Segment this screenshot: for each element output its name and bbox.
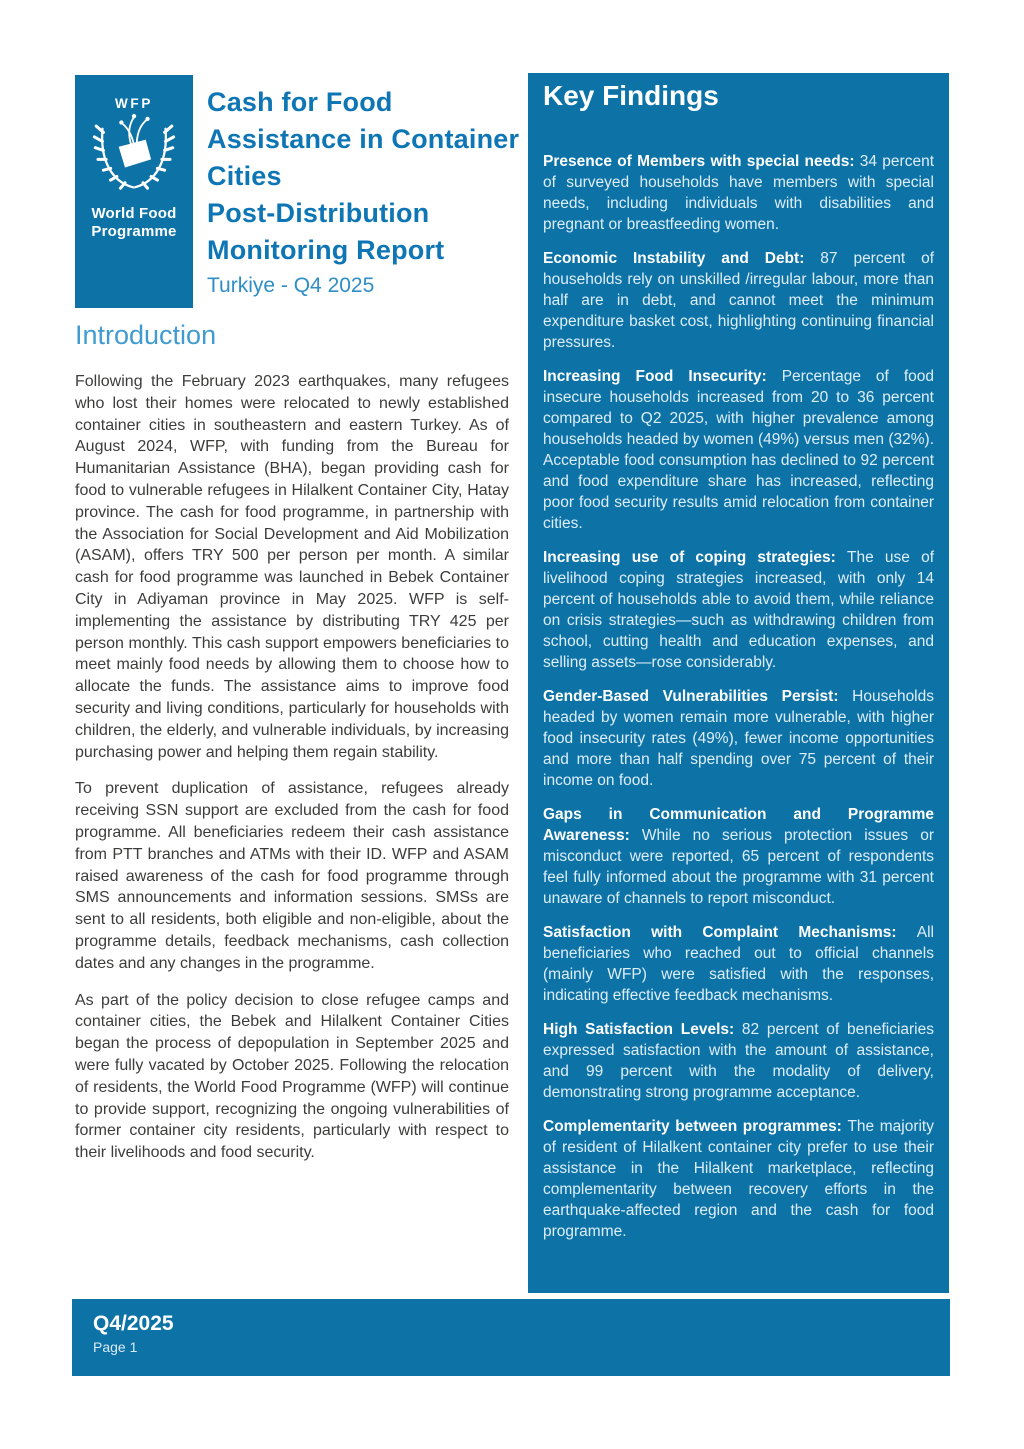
footer-bar bbox=[72, 1299, 950, 1376]
key-finding-title: Increasing use of coping strategies: bbox=[543, 549, 847, 566]
introduction-paragraphs bbox=[75, 371, 509, 1179]
key-finding-text: 87 percent of households rely on unskilled /irregular labour, more than half are in debt, and cannot meet the minimum expenditure basket cost, highlighting continuing financial pressures. bbox=[543, 250, 934, 351]
wfp-org-name-line1: World Food bbox=[91, 205, 177, 222]
footer-page-number: Page 1 bbox=[93, 1339, 138, 1355]
key-findings-panel bbox=[528, 73, 949, 1293]
report-subtitle: Turkiye - Q4 2025 bbox=[207, 274, 375, 297]
key-finding-title: Complementarity between programmes: bbox=[543, 1118, 848, 1135]
key-finding-title: Satisfaction with Complaint Mechanisms: bbox=[543, 924, 917, 941]
key-finding-item bbox=[543, 1116, 934, 1242]
introduction-heading: Introduction bbox=[75, 320, 217, 350]
key-finding-text: The use of livelihood coping strategies increased, with only 14 percent of households able to avoid them, while reliance on crisis strategies—such as withdrawing children from school, cutting health and education expenses, and selling assets—rose considerably. bbox=[543, 549, 934, 671]
report-title-block bbox=[207, 84, 542, 300]
key-finding-text: 34 percent of surveyed households have members with special needs, including individuals with disabilities and pregnant or breastfeeding women. bbox=[543, 153, 934, 233]
key-finding-text: Households headed by women remain more vulnerable, with higher food insecurity rates (49%), fewer income opportunities and more than half spending over 75 percent of their income on food. bbox=[543, 688, 934, 789]
key-finding-item bbox=[543, 1019, 934, 1103]
key-finding-text: All beneficiaries who reached out to official channels (mainly WFP) were satisfied with the responses, indicating effective feedback mechanisms. bbox=[543, 924, 934, 1004]
key-finding-title: Economic Instability and Debt: bbox=[543, 250, 821, 267]
introduction-paragraph: To prevent duplication of assistance, refugees already receiving SSN support are excluded from the cash for food programme. All beneficiaries redeem their cash assistance from PTT branches and ATMs with their ID. WFP and ASAM raised awareness of the cash for food programme through SMS announcements and information sessions. SMSs are sent to all residents, both eligible and non-eligible, about the programme details, feedback mechanisms, cash collection dates and any changes in the programme. bbox=[75, 780, 509, 972]
report-title bbox=[207, 84, 542, 269]
key-finding-text: Percentage of food insecure households increased from 20 to 36 percent compared to Q2 2025, with higher prevalence among households headed by women (49%) versus men (32%). Acceptable food consumption has declined to 92 percent and food expenditure share has increased, reflecting poor food security results amid relocation from container cities. bbox=[543, 368, 934, 532]
report-title-line: Cash for Food bbox=[207, 87, 393, 117]
footer-quarter: Q4/2025 bbox=[93, 1312, 174, 1335]
introduction-paragraph: As part of the policy decision to close refugee camps and container cities, the Bebek and Hilalkent Container Cities began the process of depopulation in September 2025 and were fully vacated by October 2025. Following the relocation of residents, the World Food Programme (WFP) will continue to provide support, recognizing the ongoing vulnerabilities of former container city residents, particularly with respect to their livelihoods and food security. bbox=[75, 991, 509, 1162]
key-finding-item bbox=[543, 547, 934, 673]
key-findings-heading: Key Findings bbox=[543, 80, 719, 111]
report-title-line: Monitoring Report bbox=[207, 235, 445, 265]
key-finding-title: Gender-Based Vulnerabilities Persist: bbox=[543, 688, 853, 705]
wfp-emblem-icon bbox=[89, 89, 179, 201]
key-finding-item bbox=[543, 686, 934, 791]
key-finding-text: The majority of resident of Hilalkent container city prefer to use their assistance in the Hilalkent marketplace, reflecting complementarity between recovery efforts in the earthquake-affected region and the cash for food programme. bbox=[543, 1118, 934, 1240]
wfp-acronym: WFP bbox=[114, 96, 154, 112]
key-finding-item bbox=[543, 922, 934, 1006]
key-finding-text: 82 percent of beneficiaries expressed satisfaction with the amount of assistance, and 99 percent with the modality of delivery, demonstrating strong programme acceptance. bbox=[543, 1021, 934, 1101]
key-finding-title: Gaps in Communication and Programme Awareness: bbox=[543, 806, 934, 844]
key-finding-text: While no serious protection issues or misconduct were reported, 65 percent of respondents feel fully informed about the programme with 31 percent unaware of channels to report misconduct. bbox=[543, 827, 934, 907]
key-finding-item bbox=[543, 248, 934, 353]
key-finding-item bbox=[543, 366, 934, 534]
key-findings-list bbox=[543, 151, 934, 1242]
introduction-paragraph: Following the February 2023 earthquakes, many refugees who lost their homes were relocated to newly established container cities in southeastern and eastern Turkey. As of August 2024, WFP, with funding from the Bureau for Humanitarian Assistance (BHA), began providing cash for food to vulnerable refugees in Hilalkent Container City, Hatay province. The cash for food programme, in partnership with the Association for Social Development and Aid Mobilization (ASAM), offers TRY 500 per person per month. A similar cash for food programme was launched in Bebek Container City in Adiyaman province in May 2025. WFP is self-implementing the assistance by distributing TRY 425 per person monthly. This cash support empowers beneficiaries to meet mainly food needs by allowing them to choose how to allocate the funds. The assistance aims to improve food security and living conditions, particularly for households with children, the elderly, and vulnerable individuals, by increasing purchasing power and helping them regain stability. bbox=[75, 373, 509, 761]
key-finding-title: Presence of Members with special needs: bbox=[543, 153, 860, 170]
key-finding-item bbox=[543, 151, 934, 235]
report-title-line: Post-Distribution bbox=[207, 198, 430, 228]
report-title-line: Cities bbox=[207, 161, 282, 191]
key-finding-title: High Satisfaction Levels: bbox=[543, 1021, 742, 1038]
key-finding-title: Increasing Food Insecurity: bbox=[543, 368, 782, 385]
wfp-org-name bbox=[91, 205, 176, 241]
key-finding-item bbox=[543, 804, 934, 909]
wfp-logo-block bbox=[75, 75, 193, 308]
report-title-line: Assistance in Container bbox=[207, 124, 520, 154]
wfp-org-name-line2: Programme bbox=[91, 223, 177, 240]
